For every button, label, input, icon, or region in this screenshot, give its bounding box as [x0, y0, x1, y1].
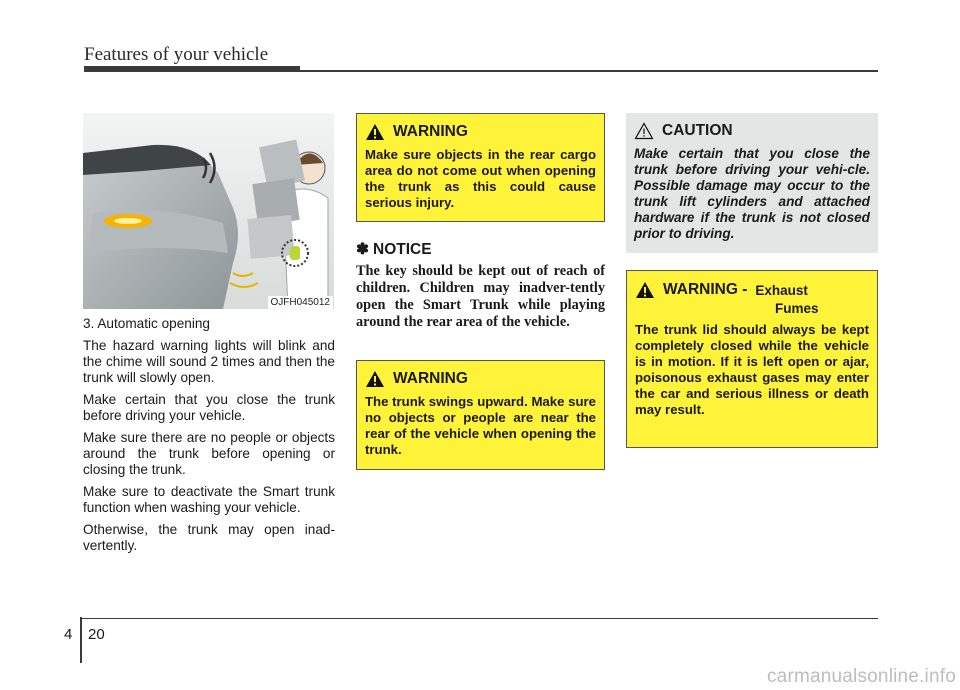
footer-rule-horizontal [80, 618, 878, 619]
warning-subtitle: Fumes [775, 301, 819, 316]
notice-title: NOTICE [373, 240, 432, 258]
paragraph: The hazard warning lights will blink and the chime will sound 2 times and then the trunk will slowly open. [83, 338, 335, 385]
caution-box [626, 113, 878, 253]
paragraph: Otherwise, the trunk may open inad-vertently. [83, 522, 335, 553]
warning-box-cargo [356, 113, 605, 222]
paragraph: 3. Automatic opening [83, 316, 210, 331]
caution-title: CAUTION [662, 122, 733, 139]
smart-trunk-illustration [83, 113, 334, 309]
caution-title-row [634, 122, 870, 140]
notice-heading [356, 240, 432, 259]
caution-body: Make certain that you close the trunk before driving your vehi-cle. Possible damage may occur to the trunk lift cylinders and attached hardware if the trunk is not closed prior to driving. [634, 146, 870, 241]
warning-triangle-icon [365, 370, 385, 388]
chapter-number: 4 [64, 626, 73, 643]
warning-title: WARNING [393, 370, 468, 387]
watermark: carmanualsonline.info [766, 666, 956, 687]
warning-box-trunk-swing [356, 360, 605, 470]
warning-title-row [635, 281, 869, 299]
warning-title-row [365, 123, 596, 141]
paragraph: Make certain that you close the trunk before driving your vehicle. [83, 392, 335, 423]
warning-body: The trunk swings upward. Make sure no objects or people are near the rear of the vehicle when opening the trunk. [365, 394, 596, 457]
car-and-person-drawing [83, 113, 334, 309]
warning-title: WARNING - [663, 281, 748, 298]
warning-subtitle-row [635, 301, 869, 316]
warning-body: Make sure objects in the rear cargo area do not come out when opening the trunk as this could cause serious injury. [365, 147, 596, 210]
warning-box-exhaust [626, 270, 878, 448]
warning-triangle-icon [365, 123, 385, 141]
notice-body: The key should be kept out of reach of children. Children may inadver-tently open the Smart Trunk while playing around the rear area of the vehicle. [356, 263, 605, 330]
figure-code: OJFH045012 [268, 296, 333, 309]
warning-subtitle: Exhaust [755, 282, 808, 298]
warning-triangle-icon [635, 281, 655, 299]
page-number: 20 [88, 626, 105, 643]
paragraph: Make sure there are no people or objects around the trunk before opening or closing the trunk. [83, 430, 335, 477]
header-rule-thin [300, 70, 878, 72]
paragraph: Make sure to deactivate the Smart trunk function when washing your vehicle. [83, 484, 335, 515]
warning-body: The trunk lid should always be kept completely closed while the vehicle is in motion. If it is left open or ajar, poisonous exhaust gases may enter the car and serious illness or death may result. [635, 322, 869, 417]
notice-star-icon: ✽ [356, 241, 369, 258]
left-text-column [83, 316, 335, 560]
header-rule-thick [84, 66, 300, 72]
caution-triangle-icon [634, 122, 654, 140]
page-header-title: Features of your vehicle [84, 44, 269, 65]
footer-rule-vertical [80, 617, 82, 663]
warning-title: WARNING [393, 123, 468, 140]
warning-title-row [365, 370, 596, 388]
